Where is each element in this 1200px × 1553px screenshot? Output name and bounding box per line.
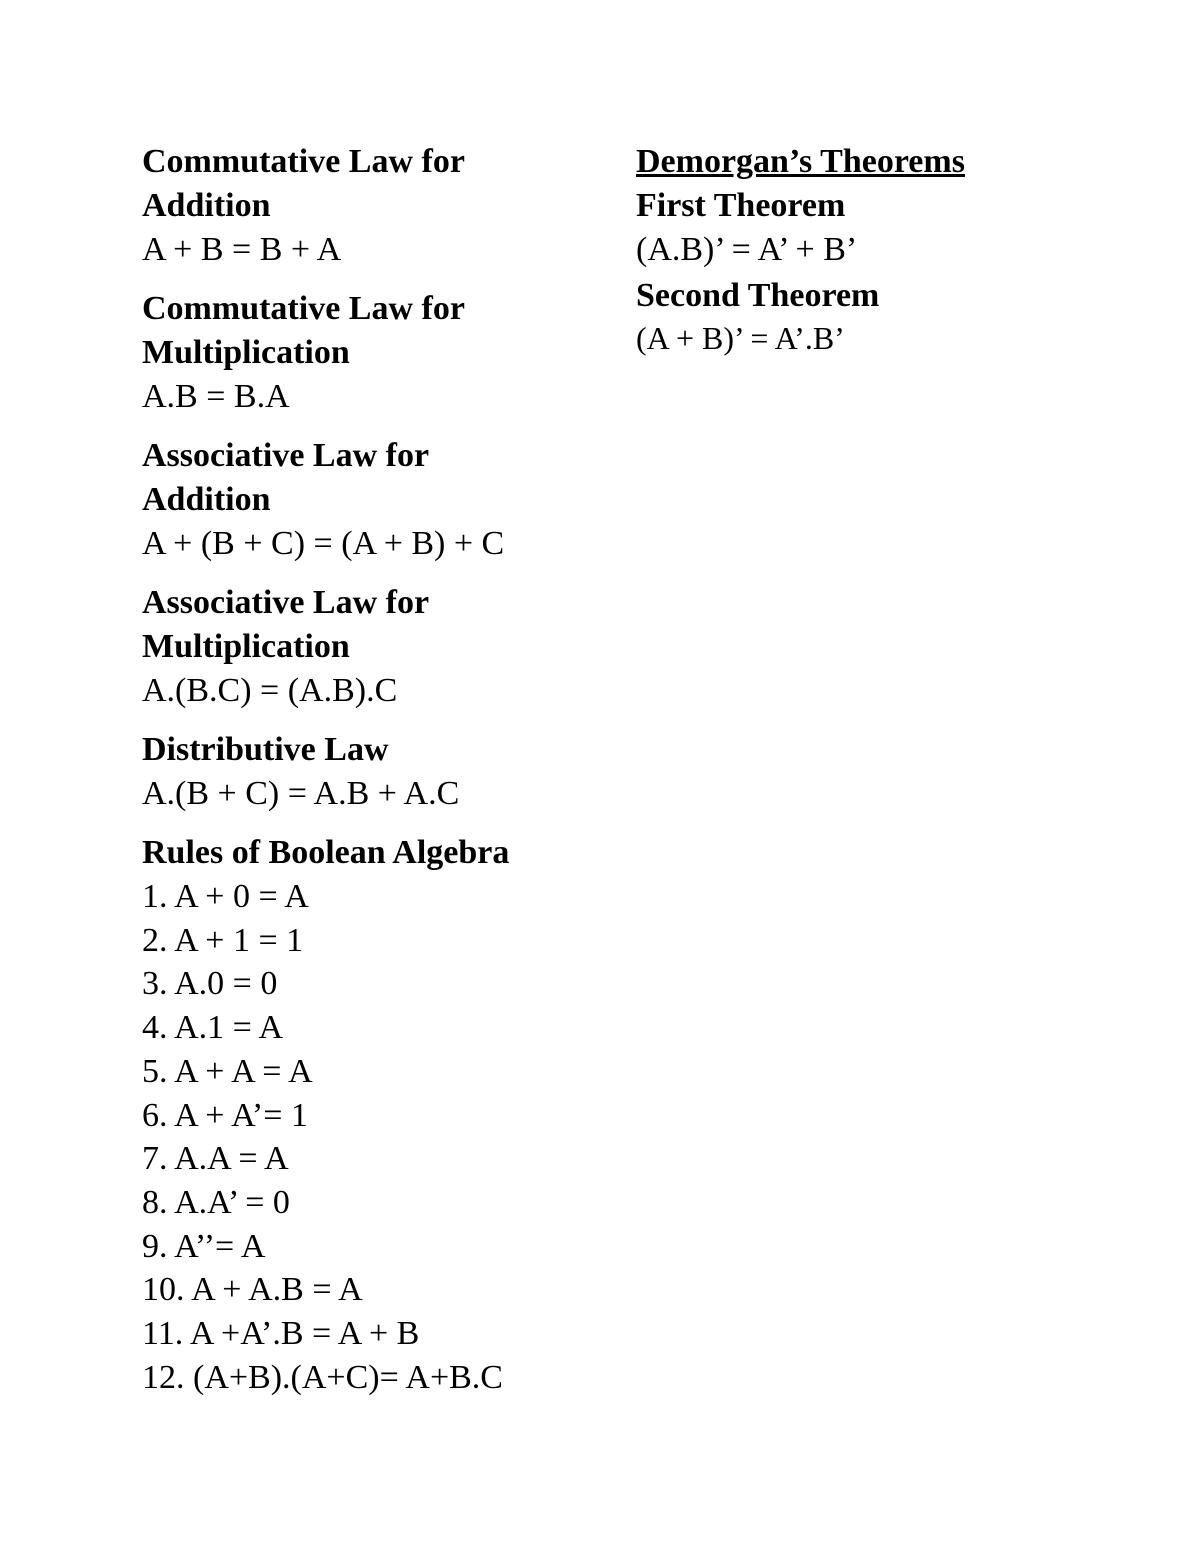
section-heading: Addition bbox=[142, 187, 271, 224]
rule-item: 3. A.0 = 0 bbox=[142, 965, 278, 1003]
first-theorem-formula: (A.B)’ = A’ + B’ bbox=[636, 231, 858, 268]
formula: A.(B.C) = (A.B).C bbox=[142, 672, 398, 709]
rule-item: 10. A + A.B = A bbox=[142, 1271, 363, 1309]
section-heading: Commutative Law for bbox=[142, 143, 465, 180]
section-heading: Associative Law for bbox=[142, 437, 430, 474]
formula: A + (B + C) = (A + B) + C bbox=[142, 525, 505, 562]
formula: A.(B + C) = A.B + A.C bbox=[142, 775, 460, 812]
rule-item: 7. A.A = A bbox=[142, 1140, 289, 1178]
associative-addition-section bbox=[142, 434, 602, 566]
rule-item: 9. A’’= A bbox=[142, 1227, 266, 1265]
second-theorem-heading: Second Theorem bbox=[636, 277, 880, 314]
formula: A.B = B.A bbox=[142, 378, 290, 415]
section-heading: Addition bbox=[142, 481, 271, 518]
rule-item: 4. A.1 = A bbox=[142, 1009, 284, 1047]
commutative-multiplication-section bbox=[142, 287, 602, 419]
section-heading: Multiplication bbox=[142, 628, 350, 665]
formula: A + B = B + A bbox=[142, 231, 342, 268]
commutative-addition-section bbox=[142, 140, 602, 272]
section-heading: Commutative Law for bbox=[142, 290, 465, 327]
rule-item: 1. A + 0 = A bbox=[142, 878, 309, 915]
rule-item: 8. A.A’ = 0 bbox=[142, 1183, 290, 1221]
rule-item: 6. A + A’= 1 bbox=[142, 1096, 308, 1134]
boolean-rules-section bbox=[142, 831, 602, 1399]
demorgan-title: Demorgan’s Theorems bbox=[636, 143, 965, 180]
rule-item: 2. A + 1 = 1 bbox=[142, 921, 304, 959]
rule-item: 5. A + A = A bbox=[142, 1052, 313, 1090]
rule-item: 11. A +A’.B = A + B bbox=[142, 1315, 420, 1353]
distributive-law-section bbox=[142, 728, 602, 816]
first-theorem-heading: First Theorem bbox=[636, 187, 846, 224]
right-column bbox=[636, 140, 1136, 358]
rules-title: Rules of Boolean Algebra bbox=[142, 834, 510, 871]
second-theorem-formula: (A + B)’ = A’.B’ bbox=[636, 320, 845, 356]
section-heading: Multiplication bbox=[142, 334, 350, 371]
left-column bbox=[142, 140, 602, 1399]
section-heading: Distributive Law bbox=[142, 731, 389, 768]
associative-multiplication-section bbox=[142, 581, 602, 713]
rule-item: 12. (A+B).(A+C)= A+B.C bbox=[142, 1358, 503, 1396]
section-heading: Associative Law for bbox=[142, 584, 430, 621]
